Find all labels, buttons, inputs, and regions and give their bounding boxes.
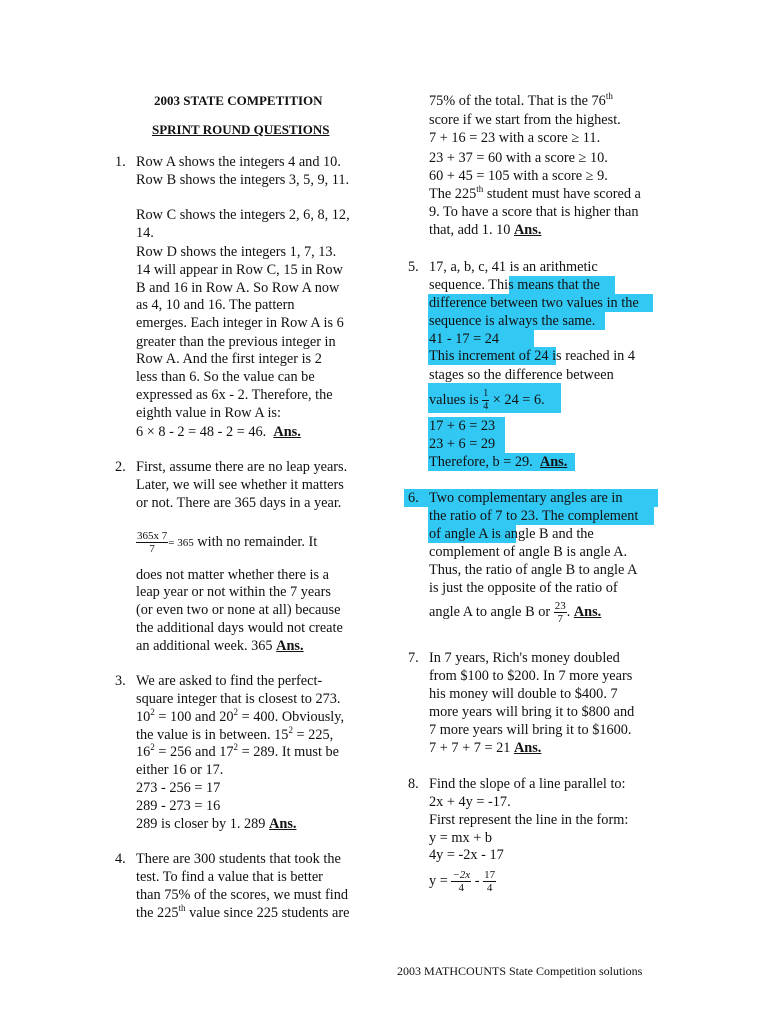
answer-label: Ans. bbox=[573, 604, 602, 620]
formula-line bbox=[136, 530, 317, 555]
text-span: y = bbox=[429, 873, 448, 889]
text-line: 23 + 6 = 29 bbox=[429, 436, 496, 452]
text-line: either 16 or 17. bbox=[136, 762, 224, 778]
text-line: stages so the difference between bbox=[429, 367, 614, 383]
text-line: Row A. And the first integer is 2 bbox=[136, 351, 322, 367]
denominator: 7 bbox=[149, 543, 155, 555]
superscript: th bbox=[476, 184, 484, 195]
text-span: 6 × 8 - 2 = 48 - 2 = 46. bbox=[136, 424, 267, 440]
text-line: from $100 to $200. In 7 more years bbox=[429, 668, 633, 684]
text-line: Thus, the ratio of angle B to angle A bbox=[429, 562, 638, 578]
text-line: Row C shows the integers 2, 6, 8, 12, bbox=[136, 207, 350, 223]
text-span: 10 bbox=[136, 709, 151, 725]
fraction bbox=[554, 600, 567, 625]
page-title: 2003 STATE COMPETITION bbox=[154, 93, 323, 108]
text-line: as 4, 10 and 16. The pattern bbox=[136, 297, 295, 313]
text-line: square integer that is closest to 273. bbox=[136, 691, 341, 707]
text-line: 273 - 256 = 17 bbox=[136, 780, 221, 796]
page-subtitle: SPRINT ROUND QUESTIONS bbox=[152, 122, 330, 137]
text-line: y = mx + b bbox=[429, 830, 492, 846]
fraction bbox=[483, 869, 496, 894]
text-span: that, add 1. 10 bbox=[429, 222, 511, 238]
fraction bbox=[451, 869, 471, 894]
question-number: 2. bbox=[115, 459, 126, 475]
text-line: score if we start from the highest. bbox=[429, 112, 621, 128]
numerator: 1 bbox=[483, 388, 489, 399]
formula-line bbox=[429, 598, 601, 626]
text-span: = 256 and 17 bbox=[154, 744, 234, 760]
superscript: th bbox=[178, 903, 186, 914]
text-span: 16 bbox=[136, 744, 151, 760]
text-span: The 225 bbox=[429, 186, 477, 202]
text-line: his money will double to $400. 7 bbox=[429, 686, 618, 702]
text-line bbox=[429, 525, 594, 543]
text-span: = 289. It must be bbox=[238, 744, 340, 760]
superscript: 2 bbox=[150, 742, 155, 753]
question-number: 8. bbox=[408, 776, 419, 792]
question-number: 6. bbox=[408, 490, 419, 506]
answer-line bbox=[136, 815, 296, 833]
answer-label: Ans. bbox=[513, 222, 542, 238]
text-line: (or even two or none at all) because bbox=[136, 602, 341, 618]
text-span: = 100 and 20 bbox=[154, 709, 234, 725]
question-number: 7. bbox=[408, 650, 419, 666]
text-line: difference between two values in the bbox=[429, 295, 639, 311]
text-line: leap year or not within the 7 years bbox=[136, 584, 331, 600]
text-line: There are 300 students that took the bbox=[136, 851, 341, 867]
answer-label: Ans. bbox=[513, 740, 542, 756]
superscript: th bbox=[605, 91, 613, 102]
denominator: 7 bbox=[557, 613, 563, 626]
text-line: B and 16 in Row A. So Row A now bbox=[136, 280, 340, 296]
text-line: In 7 years, Rich's money doubled bbox=[429, 650, 620, 666]
text-line: 7 + 16 = 23 with a score ≥ 11. bbox=[429, 130, 601, 146]
answer-label: Ans. bbox=[539, 454, 568, 470]
fraction bbox=[136, 530, 168, 555]
answer-line bbox=[429, 739, 541, 757]
text-line: more years will bring it to $800 and bbox=[429, 704, 635, 720]
text-line bbox=[429, 185, 641, 203]
text-line: Find the slope of a line parallel to: bbox=[429, 776, 626, 792]
text-span: = 400. Obviously, bbox=[238, 709, 345, 725]
text-span: of angle A is a bbox=[429, 526, 511, 542]
text-line: complement of angle B is angle A. bbox=[429, 544, 628, 560]
text-line: Two complementary angles are in bbox=[429, 490, 623, 506]
text-line: the ratio of 7 to 23. The complement bbox=[429, 508, 639, 524]
answer-line bbox=[429, 221, 541, 239]
text-line bbox=[429, 347, 635, 365]
text-line: or not. There are 365 days in a year. bbox=[136, 495, 342, 511]
text-span: an additional week. 365 bbox=[136, 638, 273, 654]
text-line: less than 6. So the value can be bbox=[136, 369, 315, 385]
text-line: 4y = -2x - 17 bbox=[429, 847, 504, 863]
text-span: 289 is closer by 1. 289 bbox=[136, 816, 266, 832]
text-line: First represent the line in the form: bbox=[429, 812, 629, 828]
text-span: value since 225 students are bbox=[185, 905, 350, 921]
superscript: 2 bbox=[288, 725, 293, 736]
text-span: values is bbox=[429, 391, 479, 408]
denominator: 4 bbox=[486, 882, 493, 895]
text-line: Row D shows the integers 1, 7, 13. bbox=[136, 244, 337, 260]
question-number: 3. bbox=[115, 673, 126, 689]
answer-label: Ans. bbox=[269, 816, 297, 832]
text-span: This means that the bbox=[488, 277, 600, 293]
text-span: Therefore, b = 29. bbox=[429, 454, 533, 470]
answer-line bbox=[136, 423, 301, 441]
text-line: First, assume there are no leap years. bbox=[136, 459, 348, 475]
text-line: 60 + 45 = 105 with a score ≥ 9. bbox=[429, 168, 608, 184]
numerator: 365x 7 bbox=[137, 530, 168, 542]
question-number: 4. bbox=[115, 851, 126, 867]
text-span: is reached in 4 bbox=[548, 348, 636, 364]
text-span: sequence. bbox=[429, 277, 489, 293]
text-line: Row A shows the integers 4 and 10. bbox=[136, 154, 341, 170]
text-line bbox=[429, 276, 600, 294]
page-footer: 2003 MATHCOUNTS State Competition solutions bbox=[397, 964, 643, 978]
text-line: We are asked to find the perfect- bbox=[136, 673, 323, 689]
formula-line bbox=[429, 866, 496, 896]
text-line bbox=[136, 904, 349, 922]
text-line: Later, we will see whether it matters bbox=[136, 477, 344, 493]
text-line: 14. bbox=[136, 225, 154, 241]
text-span: 7 + 7 + 7 = 21 bbox=[429, 740, 511, 756]
text-line: 23 + 37 = 60 with a score ≥ 10. bbox=[429, 150, 608, 166]
text-span: × 24 = 6. bbox=[492, 391, 545, 408]
text-span: = 225, bbox=[292, 727, 334, 743]
text-line: 17, a, b, c, 41 is an arithmetic bbox=[429, 259, 598, 275]
text-line: the additional days would not create bbox=[136, 620, 343, 636]
text-line: 289 - 273 = 16 bbox=[136, 798, 221, 814]
numerator: 17 bbox=[484, 869, 496, 882]
text-line bbox=[136, 708, 344, 726]
text-line: eighth value in Row A is: bbox=[136, 405, 281, 421]
text-span: student must have scored a bbox=[483, 186, 641, 202]
text-span: = 365 bbox=[168, 536, 194, 549]
numerator: 23 bbox=[554, 600, 566, 613]
text-line bbox=[429, 92, 613, 110]
superscript: 2 bbox=[150, 707, 155, 718]
denominator: 4 bbox=[483, 401, 489, 412]
text-line bbox=[136, 743, 339, 761]
text-span: with no remainder. It bbox=[197, 533, 318, 550]
formula-line bbox=[429, 388, 545, 413]
text-line: test. To find a value that is better bbox=[136, 869, 323, 885]
text-line: Row B shows the integers 3, 5, 9, 11. bbox=[136, 172, 350, 188]
text-span: 75% of the total. That is the 76 bbox=[429, 93, 606, 109]
answer-label: Ans. bbox=[273, 424, 301, 440]
text-span: ngle B and the bbox=[510, 526, 594, 542]
fraction bbox=[482, 388, 489, 413]
text-line: 2x + 4y = -17. bbox=[429, 794, 511, 810]
text-line: 41 - 17 = 24 bbox=[429, 331, 500, 347]
text-span: . bbox=[566, 604, 571, 620]
answer-line bbox=[136, 637, 304, 655]
text-line: 17 + 6 = 23 bbox=[429, 418, 496, 434]
text-line: 9. To have a score that is higher than bbox=[429, 204, 639, 220]
superscript: 2 bbox=[233, 742, 239, 753]
superscript: 2 bbox=[233, 707, 239, 718]
question-number: 1. bbox=[115, 154, 126, 170]
answer-line bbox=[429, 453, 567, 471]
text-span: angle A to angle B or bbox=[429, 604, 551, 620]
answer-label: Ans. bbox=[276, 638, 304, 654]
denominator: 4 bbox=[458, 882, 465, 895]
text-line: expressed as 6x - 2. Therefore, the bbox=[136, 387, 333, 403]
question-number: 5. bbox=[408, 259, 419, 275]
text-line: sequence is always the same. bbox=[429, 313, 596, 329]
text-span: the value is in between. 15 bbox=[136, 727, 289, 743]
text-line: is just the opposite of the ratio of bbox=[429, 580, 618, 596]
text-line: 7 more years will bring it to $1600. bbox=[429, 722, 632, 738]
numerator: −2x bbox=[452, 869, 471, 882]
text-line: than 75% of the scores, we must find bbox=[136, 887, 349, 903]
text-line: 14 will appear in Row C, 15 in Row bbox=[136, 262, 343, 278]
text-line: greater than the previous integer in bbox=[136, 334, 336, 350]
text-line: emerges. Each integer in Row A is 6 bbox=[136, 315, 344, 331]
text-span: This increment of 24 bbox=[429, 348, 549, 364]
text-span: - bbox=[474, 873, 480, 889]
text-span: the 225 bbox=[136, 905, 179, 921]
text-line: does not matter whether there is a bbox=[136, 567, 329, 583]
